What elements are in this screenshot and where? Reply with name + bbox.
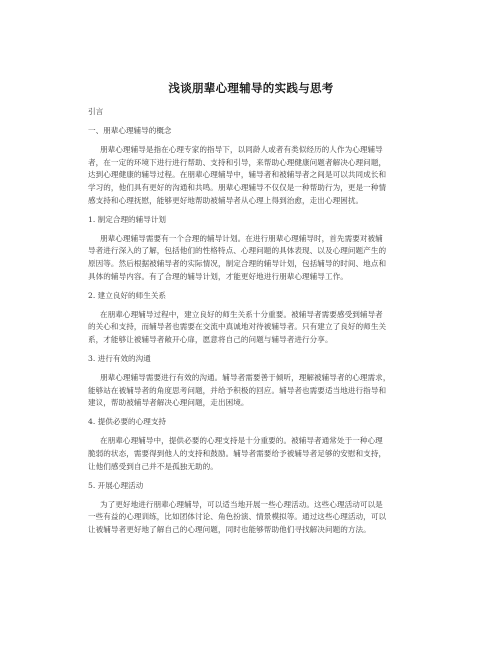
- paragraph-line: 脆弱的状态，需要得到他人的支持和鼓励。辅导者需要给予被辅导者足够的安慰和支持，: [88, 449, 387, 459]
- paragraph-line: 在朋辈心理辅导中，提供必要的心理支持是十分重要的。被辅导者通常处于一种心理: [100, 436, 383, 446]
- subheading-support: 4. 提供必要的心理支持: [88, 417, 167, 427]
- paragraph-concept: [88, 144, 418, 207]
- section-heading-concept: 一、朋辈心理辅导的概念: [88, 126, 172, 136]
- subheading-activities: 5. 开展心理活动: [88, 480, 144, 490]
- paragraph-line: 感支持和心理抚慰，能够更好地帮助被辅导者从心理上得到治愈，走出心理困扰。: [88, 195, 364, 205]
- document-title: 浅谈朋辈心理辅导的实践与思考: [168, 81, 334, 95]
- intro-heading: 引言: [88, 107, 104, 116]
- paragraph-line: 朋辈心理辅导需要进行有效的沟通。辅导者需要善于倾听，理解被辅导者的心理需求，: [100, 373, 391, 383]
- paragraph-line: 能够站在被辅导者的角度思考问题，并给予积极的回应。辅导者也需要适当地进行指导和: [88, 385, 387, 395]
- paragraph-line: 为了更好地进行朋辈心理辅导，可以适当地开展一些心理活动。这些心理活动可以是: [100, 499, 383, 509]
- paragraph-line: 朋辈心理辅导需要有一个合理的辅导计划。在进行朋辈心理辅导时，首先需要对被辅: [100, 233, 383, 243]
- subheading-plan: 1. 制定合理的辅导计划: [88, 214, 167, 224]
- paragraph-line: 建议，帮助被辅导者解决心理问题，走出困境。: [88, 398, 249, 408]
- paragraph-line: 者，在一定的环境下进行进行帮助、支持和引导，来帮助心理健康问题者解决心理问题，: [88, 157, 387, 167]
- subheading-relationship: 2. 建立良好的师生关系: [88, 290, 167, 300]
- paragraph-line: 让被辅导者更好地了解自己的心理问题，同时也能够帮助他们寻找解决问题的方法。: [88, 525, 371, 535]
- paragraph-line: 学习的，他们具有更好的沟通和共鸣。朋辈心理辅导不仅仅是一种帮助行为，更是一种情: [88, 182, 387, 192]
- paragraph-line: 导者进行深入的了解，包括他们的性格特点、心理问题的具体表现、以及心理问题产生的: [88, 246, 387, 256]
- paragraph-line: 一些有益的心理训练，比如团体讨论、角色扮演、情景模拟等。通过这些心理活动，可以: [88, 512, 387, 522]
- paragraph-line: 系，才能够让被辅导者敞开心扉，愿意将自己的问题与辅导者进行分享。: [88, 334, 333, 344]
- paragraph-support: [88, 435, 418, 473]
- paragraph-line: 达到心理健康的辅导过程。在朋辈心理辅导中，辅导者和被辅导者之间是可以共同成长和: [88, 170, 387, 180]
- paragraph-line: 让他们感受到自己并不是孤独无助的。: [88, 461, 218, 471]
- paragraph-activities: [88, 499, 418, 537]
- paragraph-relationship: [88, 309, 418, 347]
- subheading-communication: 3. 进行有效的沟通: [88, 354, 151, 363]
- paragraph-line: 的关心和支持，而辅导者也需要在交流中真诚地对待被辅导者。只有建立了良好的师生关: [88, 322, 387, 332]
- document-body: [88, 106, 418, 537]
- paragraph-communication: [88, 372, 418, 410]
- paragraph-line: 具体的辅导内容。有了合理的辅导计划，才能更好地进行朋辈心理辅导工作。: [88, 271, 348, 281]
- paragraph-line: 朋辈心理辅导是指在心理专家的指导下，以同龄人或者有类似经历的人作为心理辅导: [100, 145, 383, 155]
- paragraph-line: 在朋辈心理辅导过程中，建立良好的师生关系十分重要。被辅导者需要感受到辅导者: [100, 309, 383, 319]
- paragraph-line: 原因等。然后根据被辅导者的实际情况，制定合理的辅导计划，包括辅导的时间、地点和: [88, 258, 387, 268]
- paragraph-plan: [88, 233, 418, 283]
